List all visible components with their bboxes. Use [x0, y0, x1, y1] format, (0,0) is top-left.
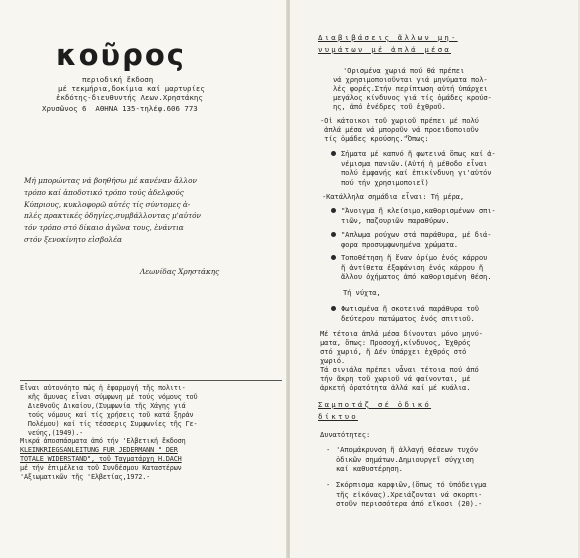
- note-top-rule: [20, 380, 282, 381]
- bullet-icon: [331, 151, 336, 156]
- list-item-line: δεύτερου πατώματος ἑνός σπιτιοῦ.: [341, 313, 475, 323]
- list-item-line: Τοποθέτηση ἤ ἔναν ὁρίμο ἑνός κάρρου: [341, 253, 488, 262]
- list-item-line: "Απλωμα ρούχων στά παράθυρα, μέ διά-: [341, 230, 492, 239]
- quote-line: στόν ξενοκίνητο εἰσβολέα: [24, 234, 122, 244]
- dash-marker: -: [326, 480, 331, 489]
- closing-line: τήν ἄκρη τοῦ χωριοῦ νά φαίνονται, μέ: [320, 374, 471, 383]
- quote-line: Κύπριους, κυκλοφορῶ αὐτές τίς σύντομες ἁ-: [24, 199, 191, 209]
- note-line: κῆς ἄμυνας εἶναι σύμφωνη μέ τούς νόμους τοῦ: [20, 392, 198, 401]
- masthead-address: Χρυσῶνος 6 ΑΘΗΝΑ 135-τηλέφ.606 773: [42, 104, 198, 113]
- bullet-icon: [331, 255, 336, 260]
- masthead-publisher: ἐκδότης-διευθυντής Λεων.Χρηστάκης: [56, 93, 203, 102]
- quote-line: πλές πρακτικές ὁδηγίες,συμβάλλοντας μ'αὐτόν: [24, 211, 201, 221]
- quote-line: τρόπο καί ἀποδοτικό τρόπο τούς ἀδελφούς: [24, 187, 184, 197]
- list-item-line: ὁδικῶν σημάτων.Δημιουργεῖ σύγχιση: [336, 454, 474, 464]
- quote-line: τόν τρόπο στό δίκαιο ἀγῶνα τους, ἐνάντια: [24, 223, 184, 233]
- list-item: [331, 230, 491, 249]
- list-item-line: στοῦν περισσότερα ἀπό εἴκοσι (20).-: [336, 499, 483, 509]
- quote-line: Μή μπορώντας νά βοηθήσω μέ κανέναν ἄλλον: [24, 176, 197, 185]
- intro-line: μεγάλος κίνδυνος γιά τίς ὁμάδες κρούσ-: [333, 93, 492, 102]
- bullet-icon: [331, 232, 336, 237]
- list-item-line: τιῶν, παζουριῶν παραθύρων.: [341, 215, 450, 225]
- possibilities-label: Δυνατότητες:: [320, 430, 371, 439]
- note-line-source-title: TOTALE WIDERSTAND", τοῦ Ταγματάρχη H.DACH: [20, 455, 182, 464]
- note-line: 'Αξιωματικῶν τῆς 'Ελβετίας,1972.-: [20, 473, 151, 482]
- closing-line: χωριό.: [320, 356, 346, 365]
- paragraph-line: τίς ὁμάδες κρούσης."Ὅπως:: [320, 134, 429, 143]
- left-page: [0, 0, 287, 558]
- paragraph-line: -Οἱ κάτοικοι τοῦ χωριοῦ πρέπει μέ πολύ: [320, 116, 479, 125]
- paragraph-line: ἁπλά μέσα νά μποροῦν νά προειδοποιοῦν: [320, 125, 479, 134]
- section1-heading: Διαβιβάσεις ἄλλων μη-: [318, 33, 458, 42]
- note-line-source-title: KLEINKRIEGSANLEITUNG FUR JEDERMANN " DER: [20, 446, 178, 455]
- dash-marker: -: [326, 445, 331, 454]
- list-item: [326, 480, 486, 509]
- section1-heading: νυμάτων μέ ἁπλά μέσα: [318, 45, 451, 54]
- bullet-icon: [331, 306, 336, 311]
- night-label: Τή νύχτα,: [343, 288, 381, 297]
- intro-line: 'Ορισμένα χωριά πού θά πρέπει: [343, 66, 465, 75]
- list-item-line: πού τήν χρησιμοποιεῖ): [341, 177, 429, 187]
- signals-intro: -Κατάλληλα σημάδια εἶναι: Τή μέρα,: [322, 192, 465, 201]
- list-item: [331, 253, 491, 282]
- list-item-line: νέμισμα πανιῶν.(Αὐτή ἡ μέθοδο εἶναι: [341, 158, 488, 168]
- list-item: [331, 304, 479, 323]
- list-item-line: φορα προσυμφωνημένα χρώματα.: [341, 239, 458, 249]
- list-item: [331, 149, 496, 187]
- note-line: μέ τήν ἐπιμέλεια τοῦ Συνδέσμου Καταστέρων: [20, 464, 182, 473]
- section2-heading: δίκτυο: [318, 412, 358, 421]
- closing-line: στό χωριό, ἤ Δέν ὑπάρχει ἐχθρός στό: [320, 347, 467, 356]
- closing-line: ματα, ὅπως: Προσοχή,κίνδυνος, Ἐχθρός: [320, 338, 471, 347]
- note-line: νεύης,(1949).-: [20, 428, 84, 437]
- masthead-subtitle: περιοδική ἔκδοση: [82, 75, 154, 84]
- intro-line: ης, ἀπό ἐνέδρες τοῦ ἐχθροῦ.: [333, 102, 446, 111]
- list-item-line: Φωτισμένα ἤ σκοτεινά παράθυρα τοῦ: [341, 304, 479, 313]
- list-item-line: Σήματα μέ καπνό ἤ φωτεινά ὅπως καί ἀ-: [341, 149, 496, 158]
- closing-line: ἀρκετή ὁρατότητα ἀλλά καί μέ κυάλια.: [320, 383, 471, 392]
- legal-note: [20, 384, 280, 482]
- list-item-line: ἄλλου ὀχήματος ἀπό καθορισμένη θέση.: [341, 272, 492, 282]
- list-item: [326, 445, 478, 474]
- bullet-icon: [331, 208, 336, 213]
- note-line: τούς νόμους καί τίς χρήσεις τοῦ κατά ξηρἀν: [20, 410, 194, 419]
- dedication-quote: [24, 175, 286, 246]
- list-item: [331, 206, 496, 225]
- list-item-line: καί καθυστέρηση.: [336, 464, 403, 474]
- magazine-title: κοῦρος: [56, 38, 186, 72]
- note-line: Εἶναι αὐτονόητο πώς ἡ ἐφαρμογή τῆς πολιτι-: [20, 384, 186, 392]
- quote-signature: Λεωνίδας Χρηστάκης: [140, 267, 220, 276]
- note-line: Πολέμου) καί τίς τέσσερις Συμφωνίες τῆς Γε-: [20, 419, 198, 428]
- list-item-line: ἤ ἀντίθετα ἐξαφάνιση ἑνός κάρρου ἤ: [341, 262, 484, 272]
- list-item-line: πολύ ἐμφανής καί ἐπικίνδυνη γι'αὐτόν: [341, 168, 492, 178]
- masthead-description: μέ τεκμήρια,δοκίμια καί μαρτυρίες: [58, 84, 205, 93]
- note-line: Μικρά ἀποσπάσματα ἀπό τήν 'Ελβετική ἔκδοση: [20, 437, 186, 446]
- section2-heading: Σαμποτάζ σέ ὁδικό: [318, 400, 432, 409]
- list-item-line: 'Απομάκρυνση ἤ ἀλλαγή θέσεων τυχόν: [336, 445, 479, 454]
- intro-line: λές φορές.Στήν περίπτωση αὐτή ὑπάρχει: [333, 84, 488, 93]
- list-item-line: τῆς εἰκόνας).Χρειάζονται νά σκορπι-: [336, 489, 483, 499]
- list-item-line: Σκόρπισμα καρφιῶν,(ὅπως τό ὑπόδειγμα: [336, 480, 487, 489]
- closing-line: Τά σινιάλα πρέπει νἆναι τέτοια πού ἀπό: [320, 365, 479, 374]
- list-item-line: "Ἀνοιγμα ἤ κλείσιμο,καθορισμένων σπι-: [341, 206, 496, 215]
- intro-line: νά χρησιμοποιοῦνται γιά μηνύματα πολ-: [333, 75, 488, 84]
- note-line: Διεθνοῦς Δικαίου,(Συμφωνία τῆς Χάγης γιά: [20, 401, 186, 410]
- closing-line: Μέ τέτοια ἁπλά μέσα δίνονται μόνο μηνύ-: [320, 329, 483, 338]
